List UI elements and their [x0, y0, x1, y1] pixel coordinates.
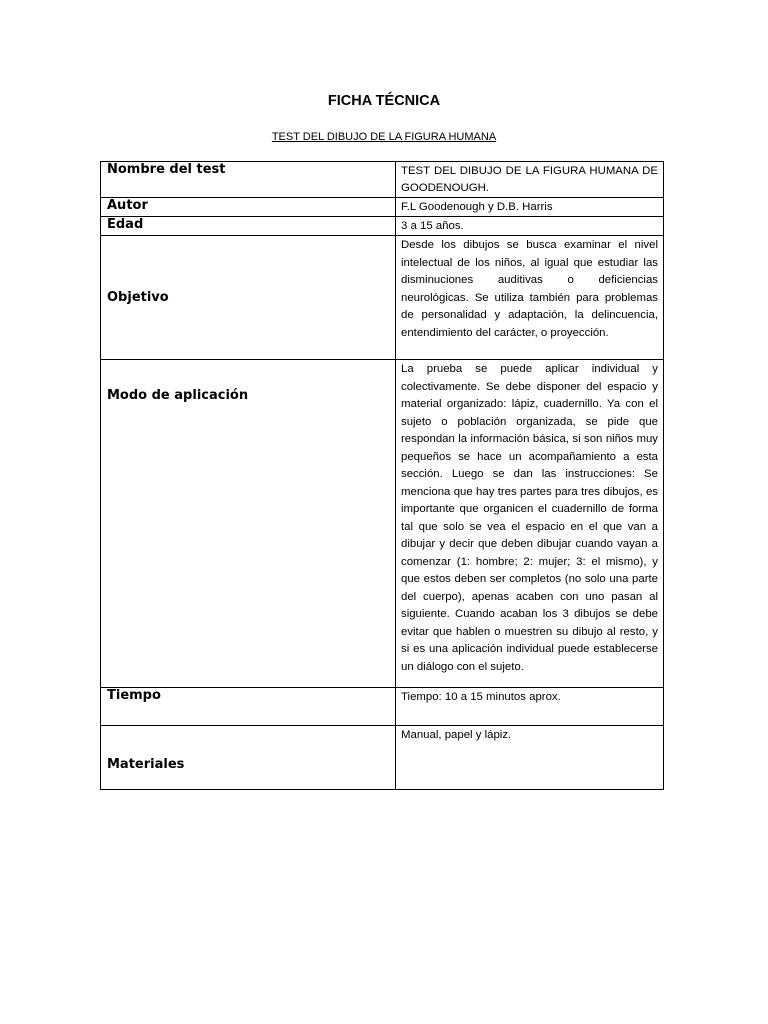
table-row [101, 688, 664, 726]
row-label-modo [101, 360, 396, 688]
row-value-modo: La prueba se puede aplicar individual y colectivamente. Se debe disponer del espacio y material organizado: lápiz, cuadernillo. Ya con el sujeto o población organizada, se pide que respondan la información básica, si son niños muy pequeños se hace un acompañamiento a esta sección. Luego se dan las instrucciones: Se menciona que hay tres partes para tres dibujos, es importante que organicen el cuadernillo de forma tal que solo se vea el espacio en el que van a dibujar y decir que deben dibujar cuando vayan a comenzar (1: hombre; 2: mujer; 3: el mismo), y que estos deben ser completos (no solo una parte del cuerpo), apenas acaben con uno pasan al siguiente. Cuando acaban los 3 dibujos se debe evitar que hablen o muestren su dibujo al resto, y si es una aplicación individual puede establecerse un diálogo con el sujeto. [396, 360, 664, 688]
page-title: FICHA TÉCNICA [327, 93, 441, 109]
row-label-tiempo: Tiempo [101, 688, 396, 726]
table-row [101, 236, 664, 360]
row-label-nombre: Nombre del test [101, 162, 396, 198]
table-row [101, 198, 664, 217]
page-subtitle: TEST DEL DIBUJO DE LA FIGURA HUMANA [271, 131, 497, 143]
row-label-modo-text: Modo de aplicación [107, 388, 249, 403]
technical-sheet-table [100, 161, 664, 790]
row-value-objetivo: Desde los dibujos se busca examinar el nivel intelectual de los niños, al igual que estudiar las disminuciones auditivas o deficiencias neurológicas. Se utiliza también para problemas de personalidad y adaptación, la delincuencia, entendimiento del carácter, o proyección. [396, 236, 664, 360]
row-value-tiempo: Tiempo: 10 a 15 minutos aprox. [396, 688, 664, 726]
row-value-edad: 3 a 15 años. [396, 217, 664, 236]
row-value-materiales: Manual, papel y lápiz. [396, 726, 664, 790]
row-label-edad: Edad [101, 217, 396, 236]
row-value-nombre: TEST DEL DIBUJO DE LA FIGURA HUMANA DE GOODENOUGH. [396, 162, 664, 198]
table-row [101, 217, 664, 236]
row-label-materiales-text: Materiales [107, 757, 185, 772]
row-label-objetivo: Objetivo [101, 236, 396, 360]
table-row [101, 162, 664, 198]
row-label-autor: Autor [101, 198, 396, 217]
row-label-materiales [101, 726, 396, 790]
row-value-autor: F.L Goodenough y D.B. Harris [396, 198, 664, 217]
table-row [101, 360, 664, 688]
table-row [101, 726, 664, 790]
